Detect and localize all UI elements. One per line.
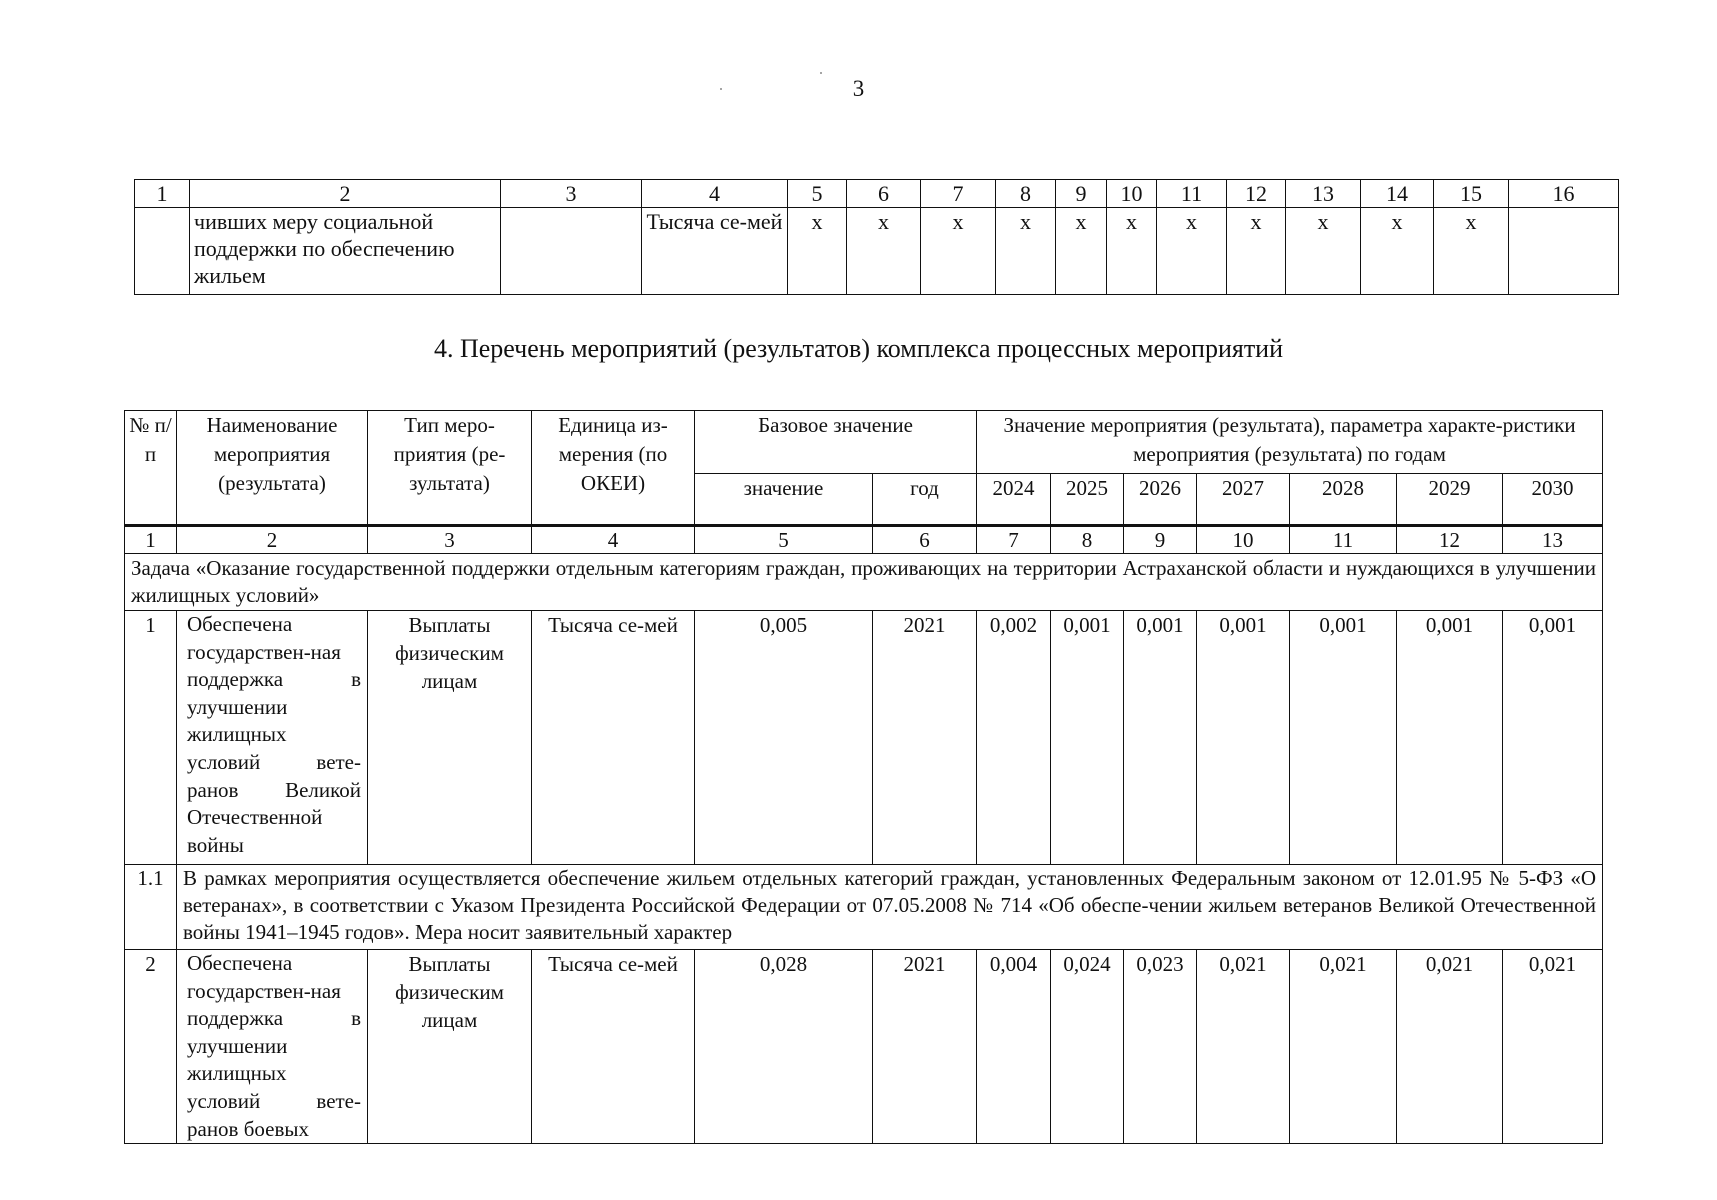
task-row [125, 554, 1603, 611]
task-text: Задача «Оказание государственной поддержки отдельным категориям граждан, проживающих на территории Астраханской области и нуждающихся в улучшении жилищных условий» [125, 554, 1603, 611]
column-number: 8 [1051, 526, 1124, 554]
table-row [125, 611, 1603, 865]
column-number: 9 [1056, 180, 1107, 208]
x-mark-cell: x [1286, 208, 1361, 295]
column-number: 3 [368, 526, 532, 554]
header-year: 2026 [1124, 474, 1197, 526]
item-unit: Тысяча се-мей [532, 950, 695, 1144]
column-number: 1 [125, 526, 177, 554]
unit-cell: Тысяча се-мей [642, 208, 788, 295]
x-mark-cell: x [1056, 208, 1107, 295]
item-year-value: 0,021 [1397, 950, 1503, 1144]
item-year-value: 0,002 [977, 611, 1051, 865]
column-number: 3 [501, 180, 642, 208]
empty-cell [501, 208, 642, 295]
header-row-top [125, 411, 1603, 474]
header-unit: Единица из-мерения (по ОКЕИ) [532, 411, 695, 526]
row-number-cell [135, 208, 190, 295]
scan-speck [820, 72, 822, 74]
item-year-value: 0,001 [1124, 611, 1197, 865]
item-year-value: 0,023 [1124, 950, 1197, 1144]
column-number: 13 [1286, 180, 1361, 208]
measures-table [124, 410, 1603, 1144]
column-number: 5 [695, 526, 873, 554]
item-base-value: 0,005 [695, 611, 873, 865]
column-number: 4 [532, 526, 695, 554]
x-mark-cell: x [996, 208, 1056, 295]
column-number: 11 [1290, 526, 1397, 554]
item-base-year: 2021 [873, 611, 977, 865]
header-year: 2030 [1503, 474, 1603, 526]
header-year: 2024 [977, 474, 1051, 526]
header-year: 2029 [1397, 474, 1503, 526]
item-year-value: 0,001 [1290, 611, 1397, 865]
item-year-value: 0,021 [1503, 950, 1603, 1144]
x-mark-cell: x [1434, 208, 1509, 295]
indicator-name-cell: чивших меру социальной поддержки по обеспечению жильем [190, 208, 501, 295]
column-number: 5 [788, 180, 847, 208]
item-year-value: 0,001 [1503, 611, 1603, 865]
column-number: 8 [996, 180, 1056, 208]
item-name: Обеспечена государствен-ная поддержка в улучшении жилищных условий вете-ранов Великой Отечественной войны [177, 611, 368, 865]
header-name: Наименование мероприятия (результата) [177, 411, 368, 526]
item-year-value: 0,004 [977, 950, 1051, 1144]
item-year-value: 0,021 [1197, 950, 1290, 1144]
column-number: 10 [1107, 180, 1157, 208]
column-number: 6 [873, 526, 977, 554]
continued-table [134, 179, 1619, 295]
column-number: 2 [177, 526, 368, 554]
column-number: 2 [190, 180, 501, 208]
column-number: 12 [1227, 180, 1286, 208]
description-text: В рамках мероприятия осуществляется обеспечение жильем отдельных категорий граждан, установленных Федеральным законом от 12.01.95 № 5-ФЗ «О ветеранах», в соответствии с Указом Президента Российской Федерации от 07.05.2008 № 714 «Об обеспе-чении жильем ветеранов Великой Отечественной войны 1941–1945 годов». Мера носит заявительный характер [177, 865, 1603, 950]
column-number: 4 [642, 180, 788, 208]
item-number: 2 [125, 950, 177, 1144]
column-number: 7 [921, 180, 996, 208]
page-number: 3 [852, 76, 865, 101]
header-type: Тип меро-приятия (ре-зультата) [368, 411, 532, 526]
description-row [125, 865, 1603, 950]
item-base-year: 2021 [873, 950, 977, 1144]
header-base-value: Базовое значение [695, 411, 977, 474]
item-type: Выплаты физическим лицам [368, 950, 532, 1144]
column-number-row [125, 526, 1603, 554]
header-year: 2027 [1197, 474, 1290, 526]
item-year-value: 0,001 [1051, 611, 1124, 865]
column-number: 10 [1197, 526, 1290, 554]
item-base-value: 0,028 [695, 950, 873, 1144]
empty-cell [1509, 208, 1619, 295]
section-title: 4. Перечень мероприятий (результатов) комплекса процессных мероприятий [433, 334, 1284, 363]
column-number: 13 [1503, 526, 1603, 554]
continued-column-number-row [135, 180, 1619, 208]
header-values-by-year: Значение мероприятия (результата), параметра характе-ристики мероприятия (результата) по годам [977, 411, 1603, 474]
x-mark-cell: x [1107, 208, 1157, 295]
header-year: 2025 [1051, 474, 1124, 526]
description-number: 1.1 [125, 865, 177, 950]
header-base-value-value: значение [695, 474, 873, 526]
x-mark-cell: x [921, 208, 996, 295]
item-year-value: 0,001 [1397, 611, 1503, 865]
column-number: 11 [1157, 180, 1227, 208]
x-mark-cell: x [847, 208, 921, 295]
column-number: 16 [1509, 180, 1619, 208]
column-number: 9 [1124, 526, 1197, 554]
column-number: 14 [1361, 180, 1434, 208]
item-type: Выплаты физическим лицам [368, 611, 532, 865]
column-number: 15 [1434, 180, 1509, 208]
column-number: 6 [847, 180, 921, 208]
column-number: 12 [1397, 526, 1503, 554]
column-number: 7 [977, 526, 1051, 554]
header-year: 2028 [1290, 474, 1397, 526]
continued-data-row [135, 208, 1619, 295]
item-unit: Тысяча се-мей [532, 611, 695, 865]
x-mark-cell: x [1157, 208, 1227, 295]
item-number: 1 [125, 611, 177, 865]
header-num: № п/п [125, 411, 177, 526]
column-number: 1 [135, 180, 190, 208]
table-row [125, 950, 1603, 1144]
header-base-value-year: год [873, 474, 977, 526]
x-mark-cell: x [1361, 208, 1434, 295]
item-year-value: 0,001 [1197, 611, 1290, 865]
x-mark-cell: x [1227, 208, 1286, 295]
item-year-value: 0,021 [1290, 950, 1397, 1144]
item-name: Обеспечена государствен-ная поддержка в улучшении жилищных условий вете-ранов боевых [177, 950, 368, 1144]
item-year-value: 0,024 [1051, 950, 1124, 1144]
x-mark-cell: x [788, 208, 847, 295]
